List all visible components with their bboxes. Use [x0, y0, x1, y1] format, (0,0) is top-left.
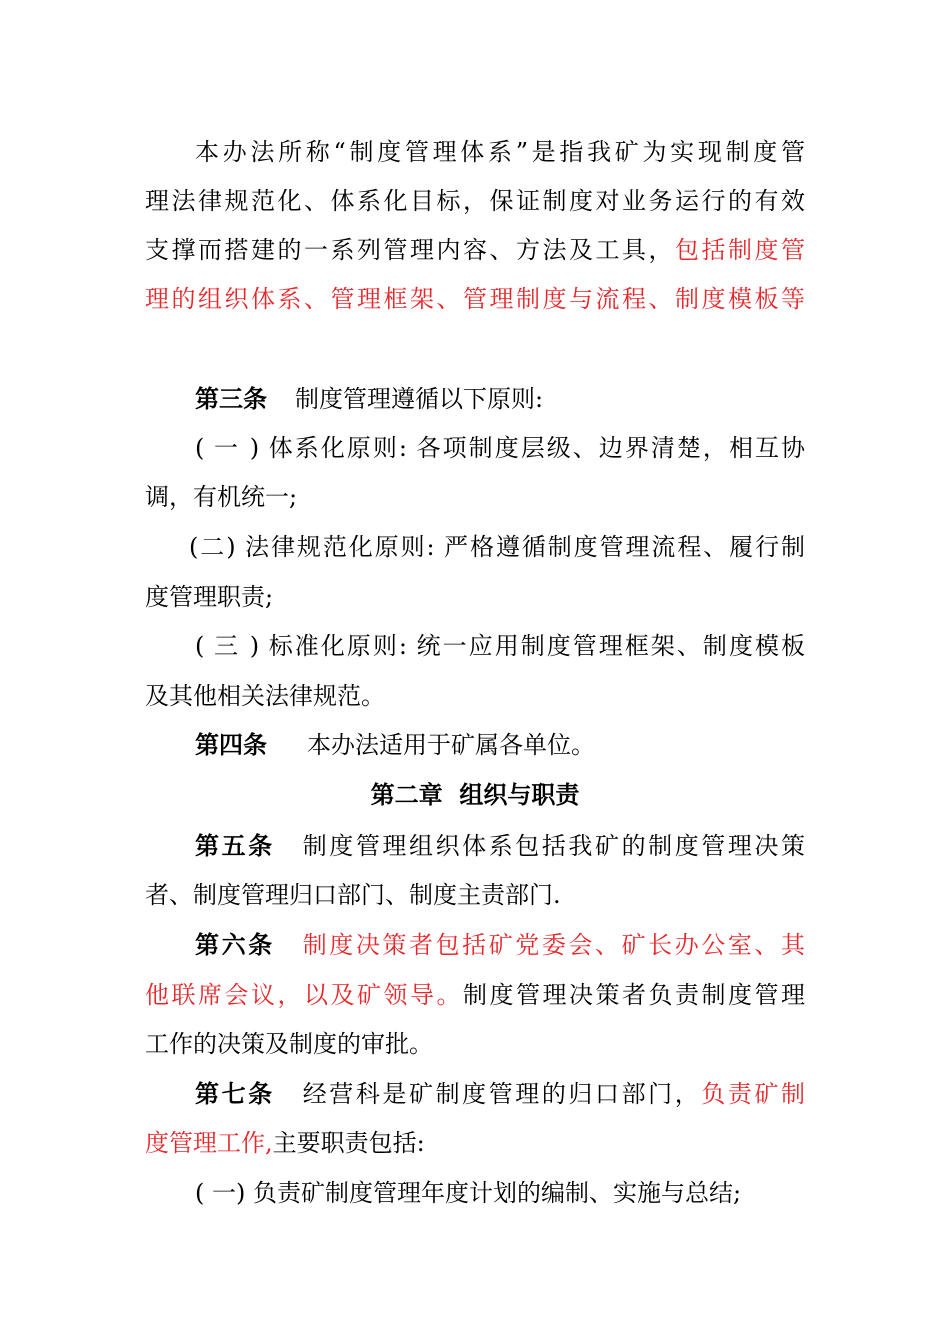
article-label: 第七条 [195, 1080, 275, 1108]
article-text: 制度管理决策者负责制度管理 [463, 981, 805, 1009]
article-text: 制度管理遵循以下原则: [295, 385, 544, 413]
article-3 [145, 374, 805, 424]
list-item-text: 调，有机统一; [145, 483, 298, 511]
article-5 [145, 821, 805, 871]
list-item-text: ( 三 ) 标准化原则: 统一应用制度管理框架、制度模板 [195, 632, 805, 660]
list-item-text: (二) 法律规范化原则: 严格遵循制度管理流程、履行制 [189, 533, 805, 561]
paragraph-line [145, 225, 805, 275]
list-item [145, 522, 805, 572]
list-item-continuation [145, 671, 805, 721]
article-label: 第五条 [195, 832, 275, 860]
highlighted-text: 负责矿制 [701, 1080, 805, 1108]
paragraph-line [145, 274, 805, 324]
article-text: 主要职责包括: [272, 1129, 425, 1157]
article-text: 经营科是矿制度管理的归口部门， [302, 1080, 702, 1108]
paragraph-text: 支撑而搭建的一系列管理内容、方法及工具， [145, 236, 675, 264]
highlighted-text: 度管理工作, [145, 1129, 273, 1157]
article-4 [145, 720, 805, 770]
highlighted-text: 他联席会议，以及矿领导。 [145, 981, 463, 1009]
list-item [145, 423, 805, 473]
article-7 [145, 1069, 805, 1119]
list-item-text: ( 一 ) 体系化原则: 各项制度层级、边界清楚，相互协 [195, 434, 805, 462]
article-label: 第六条 [195, 931, 275, 959]
list-item [145, 1168, 805, 1218]
list-item [145, 621, 805, 671]
chapter-heading: 第二章 组织与职责 [370, 780, 580, 809]
list-item-continuation [145, 472, 805, 522]
list-item-continuation [145, 572, 805, 622]
highlighted-text: 理的组织体系、管理框架、管理制度与流程、制度模板等 [145, 285, 805, 313]
article-text: 工作的决策及制度的审批。 [145, 1030, 433, 1058]
article-continuation [145, 970, 805, 1020]
article-text: 本办法适用于矿属各单位。 [307, 731, 595, 759]
article-continuation [145, 1118, 805, 1168]
article-text: 制度管理组织体系包括我矿的制度管理决策 [302, 832, 805, 860]
list-item-text: 度管理职责; [145, 583, 274, 611]
article-label: 第四条 [195, 731, 267, 759]
article-label: 第三条 [195, 385, 267, 413]
highlighted-text: 制度决策者包括矿党委会、矿长办公室、其 [302, 931, 805, 959]
paragraph-text: 本办法所称“制度管理体系”是指我矿为实现制度管 [195, 138, 805, 166]
list-item-text: ( 一) 负责矿制度管理年度计划的编制、实施与总结; [195, 1179, 742, 1207]
list-item-text: 及其他相关法律规范。 [145, 682, 385, 710]
article-continuation [145, 870, 805, 920]
article-text: 者、制度管理归口部门、制度主责部门. [145, 881, 561, 909]
highlighted-text: 包括制度管 [675, 236, 805, 264]
paragraph-line [145, 127, 805, 177]
article-continuation [145, 1019, 805, 1069]
paragraph-line [145, 176, 805, 226]
article-6 [145, 920, 805, 970]
paragraph-text: 理法律规范化、体系化目标，保证制度对业务运行的有效 [145, 187, 805, 215]
